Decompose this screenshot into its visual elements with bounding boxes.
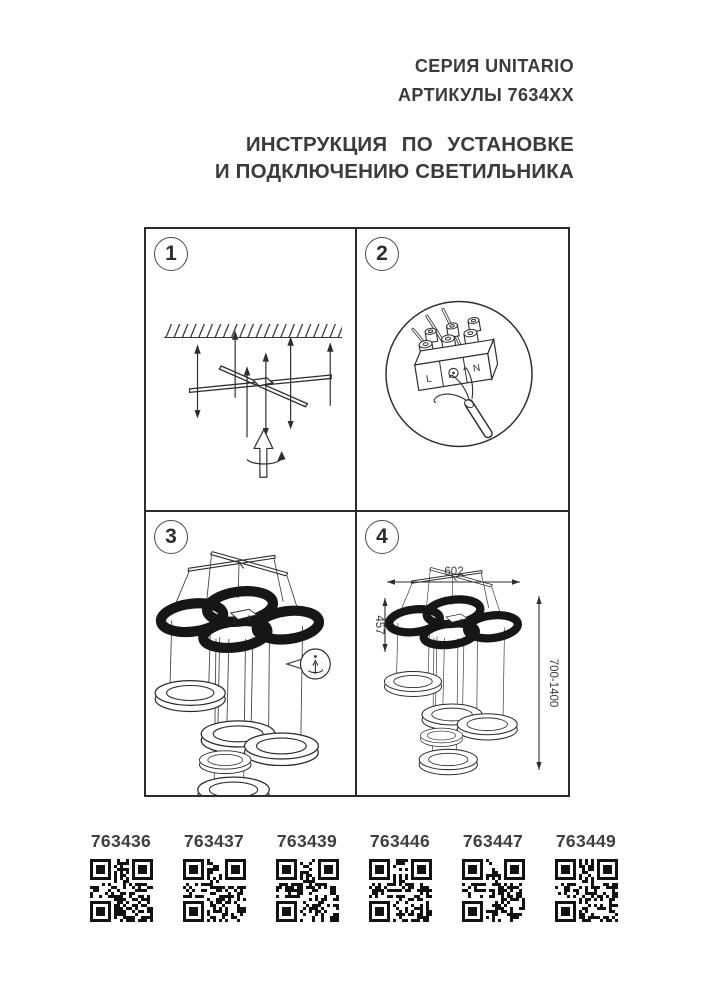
dimensions-drawing bbox=[357, 512, 568, 795]
title-line-1: ИНСТРУКЦИЯ ПО УСТАНОВКЕ bbox=[245, 133, 574, 156]
article-number: 763446 bbox=[369, 831, 431, 851]
article-number: 763449 bbox=[555, 831, 617, 851]
article-item bbox=[183, 831, 246, 922]
step-number: 4 bbox=[376, 525, 388, 548]
qr-code bbox=[462, 859, 525, 922]
article-item bbox=[90, 831, 153, 922]
page-title bbox=[215, 131, 574, 185]
terminal-live-label: L bbox=[425, 373, 433, 386]
rotation-callout bbox=[287, 649, 331, 679]
step-1-number-badge bbox=[154, 237, 188, 271]
qr-code bbox=[555, 859, 618, 922]
article-number: 763436 bbox=[90, 831, 152, 851]
depth-dimension-label: 457 bbox=[373, 615, 385, 635]
article-item bbox=[462, 831, 525, 922]
qr-code bbox=[369, 859, 432, 922]
qr-code bbox=[90, 859, 153, 922]
step-panel-3 bbox=[146, 512, 357, 795]
article-item bbox=[276, 831, 339, 922]
step-4-number-badge bbox=[365, 520, 399, 554]
chandelier-assembly-drawing bbox=[146, 512, 355, 795]
step-number: 3 bbox=[165, 525, 177, 548]
document-header bbox=[398, 52, 574, 110]
terminal-block-drawing bbox=[357, 229, 568, 510]
push-rotate-arrow-icon bbox=[247, 430, 285, 478]
height-dimension-label: 700-1400 bbox=[547, 658, 559, 708]
ceiling-hatch bbox=[164, 324, 342, 338]
step-number: 2 bbox=[376, 242, 388, 265]
instruction-grid bbox=[144, 227, 570, 797]
step-number: 1 bbox=[165, 242, 177, 265]
qr-code bbox=[276, 859, 339, 922]
article-item bbox=[555, 831, 618, 922]
article-number: 763437 bbox=[183, 831, 245, 851]
terminal-neutral-label: N bbox=[472, 362, 482, 375]
title-line-2: И ПОДКЛЮЧЕНИЮ СВЕТИЛЬНИКА bbox=[214, 160, 574, 183]
step-panel-1 bbox=[146, 229, 357, 512]
step-panel-2 bbox=[357, 229, 568, 512]
step-panel-4 bbox=[357, 512, 568, 795]
article-number: 763439 bbox=[276, 831, 338, 851]
step-3-number-badge bbox=[154, 520, 188, 554]
article-item bbox=[369, 831, 432, 922]
articles-line: АРТИКУЛЫ 7634XX bbox=[398, 85, 574, 105]
step-2-number-badge bbox=[365, 237, 399, 271]
article-number: 763447 bbox=[462, 831, 524, 851]
qr-code bbox=[183, 859, 246, 922]
series-title: СЕРИЯ UNITARIO bbox=[414, 56, 574, 76]
width-dimension-label: 602 bbox=[444, 566, 464, 578]
article-qr-strip bbox=[0, 831, 707, 922]
mounting-bracket-drawing bbox=[146, 229, 355, 510]
